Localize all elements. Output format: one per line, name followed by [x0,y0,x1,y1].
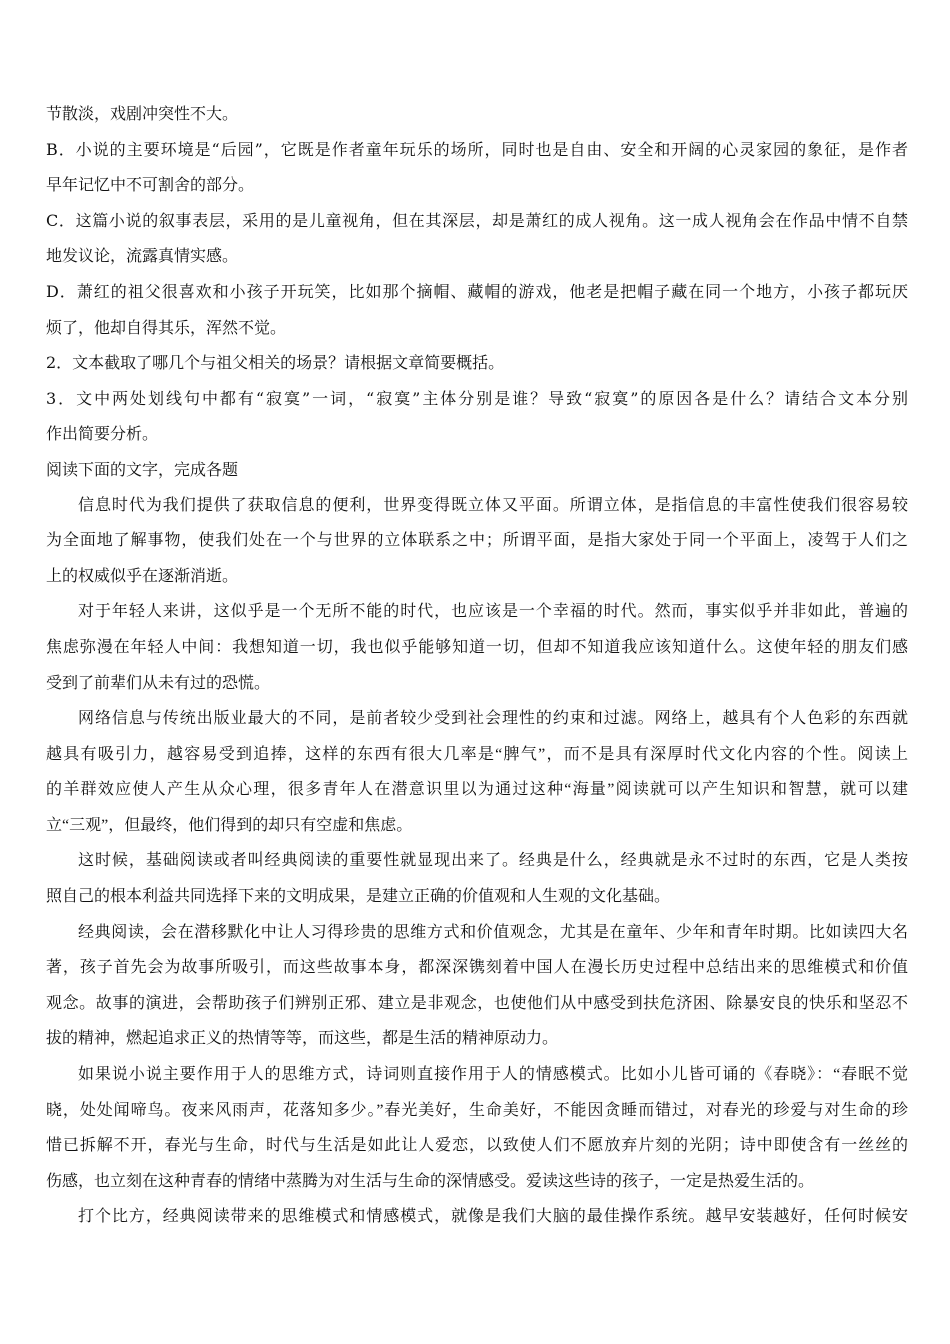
paragraph-5-line-3: 观念。故事的演进，会帮助孩子们辨别正邪、建立是非观念，也使他们从中感受到扶危济困、除暴安良的快乐和坚忍不 [46,994,908,1012]
option-b-line-2: 早年记忆中不可割舍的部分。 [46,175,255,195]
paragraph-4-line-2: 照自己的根本利益共同选择下来的文明成果，是建立正确的价值观和人生观的文化基础。 [46,888,671,906]
paragraph-2-line-3: 受到了前辈们从未有过的恐慌。 [46,674,271,692]
paragraph-7-line-1: 打个比方，经典阅读带来的思维模式和情感模式，就像是我们大脑的最佳操作系统。越早安装越好，任何时候安 [78,1208,908,1226]
option-b-line-1: B．小说的主要环境是“后园”，它既是作者童年玩乐的场所，同时也是自由、安全和开阔的心灵家园的象征，是作者 [46,139,908,159]
paragraph-5-line-1: 经典阅读，会在潜移默化中让人习得珍贵的思维方式和价值观念，尤其是在童年、少年和青年时期。比如读四大名 [78,923,908,941]
option-c-line-1: C．这篇小说的叙事表层，采用的是儿童视角，但在其深层，却是萧红的成人视角。这一成人视角会在作品中情不自禁 [46,210,908,230]
article-body [46,488,908,1235]
question-block [46,96,908,488]
paragraph-6-line-1: 如果说小说主要作用于人的思维方式，诗词则直接作用于人的情感模式。比如小儿皆可诵的《春晓》：“春眠不觉 [78,1066,908,1084]
paragraph-6-line-3: 惜已拆解不开，春光与生命，时代与生活是如此让人爱恋，以致使人们不愿放弃片刻的光阴；诗中即使含有一丝丝的 [46,1137,908,1155]
paragraph-1-line-2: 为全面地了解事物，使我们处在一个与世界的立体联系之中；所谓平面，是指大家处于同一个平面上，凌驾于人们之 [46,532,908,550]
reading-instruction: 阅读下面的文字，完成各题 [46,459,239,479]
question-3-line-2: 作出简要分析。 [46,424,159,444]
paragraph-5-line-2: 著，孩子首先会为故事所吸引，而这些故事本身，都深深镌刻着中国人在漫长历史过程中总结出来的思维模式和价值 [46,959,908,977]
paragraph-2-line-1: 对于年轻人来讲，这似乎是一个无所不能的时代，也应该是一个幸福的时代。然而，事实似乎并非如此，普遍的 [78,603,908,621]
option-d-line-1: D．萧红的祖父很喜欢和小孩子开玩笑，比如那个摘帽、藏帽的游戏，他老是把帽子藏在同一个地方，小孩子都玩厌 [46,281,908,301]
paragraph-6-line-4: 伤感，也立刻在这种青春的情绪中蒸腾为对生活与生命的深情感受。爱读这些诗的孩子，一定是热爱生活的。 [46,1172,815,1190]
option-a-continuation: 节散淡，戏剧冲突性不大。 [46,104,239,123]
question-2: 2．文本截取了哪几个与祖父相关的场景？请根据文章简要概括。 [46,353,505,373]
paragraph-1-line-3: 上的权威似乎在逐渐消逝。 [46,567,239,585]
option-d-line-2: 烦了，他却自得其乐，浑然不觉。 [46,317,287,337]
paragraph-3-line-1: 网络信息与传统出版业最大的不同，是前者较少受到社会理性的约束和过滤。网络上，越具有个人色彩的东西就 [78,710,908,728]
paragraph-6-line-2: 晓，处处闻啼鸟。夜来风雨声，花落知多少。”春光美好，生命美好，不能因贪睡而错过，对春光的珍爱与对生命的珍 [46,1101,908,1119]
paragraph-3-line-3: 的羊群效应使人产生从众心理，很多青年人在潜意识里以为通过这种“海量”阅读就可以产生知识和智慧，就可以建 [46,781,908,799]
paragraph-3-line-4: 立“三观”，但最终，他们得到的却只有空虚和焦虑。 [46,816,413,834]
question-3-line-1: 3．文中两处划线句中都有“寂寞”一词，“寂寞”主体分别是谁？导致“寂寞”的原因各是什么？请结合文本分别 [46,388,908,408]
paragraph-1-line-1: 信息时代为我们提供了获取信息的便利，世界变得既立体又平面。所谓立体，是指信息的丰富性使我们很容易较 [78,496,908,514]
option-c-line-2: 地发议论，流露真情实感。 [46,246,239,266]
paragraph-4-line-1: 这时候，基础阅读或者叫经典阅读的重要性就显现出来了。经典是什么，经典就是永不过时的东西，它是人类按 [78,852,908,870]
document-page [46,96,908,1235]
paragraph-3-line-2: 越具有吸引力，越容易受到追捧，这样的东西有很大几率是“脾气”，而不是具有深厚时代文化内容的个性。阅读上 [46,745,908,763]
paragraph-5-line-4: 拔的精神，燃起追求正义的热情等等，而这些，都是生活的精神原动力。 [46,1030,559,1048]
paragraph-2-line-2: 焦虑弥漫在年轻人中间：我想知道一切，我也似乎能够知道一切，但却不知道我应该知道什么。这使年轻的朋友们感 [46,638,908,656]
